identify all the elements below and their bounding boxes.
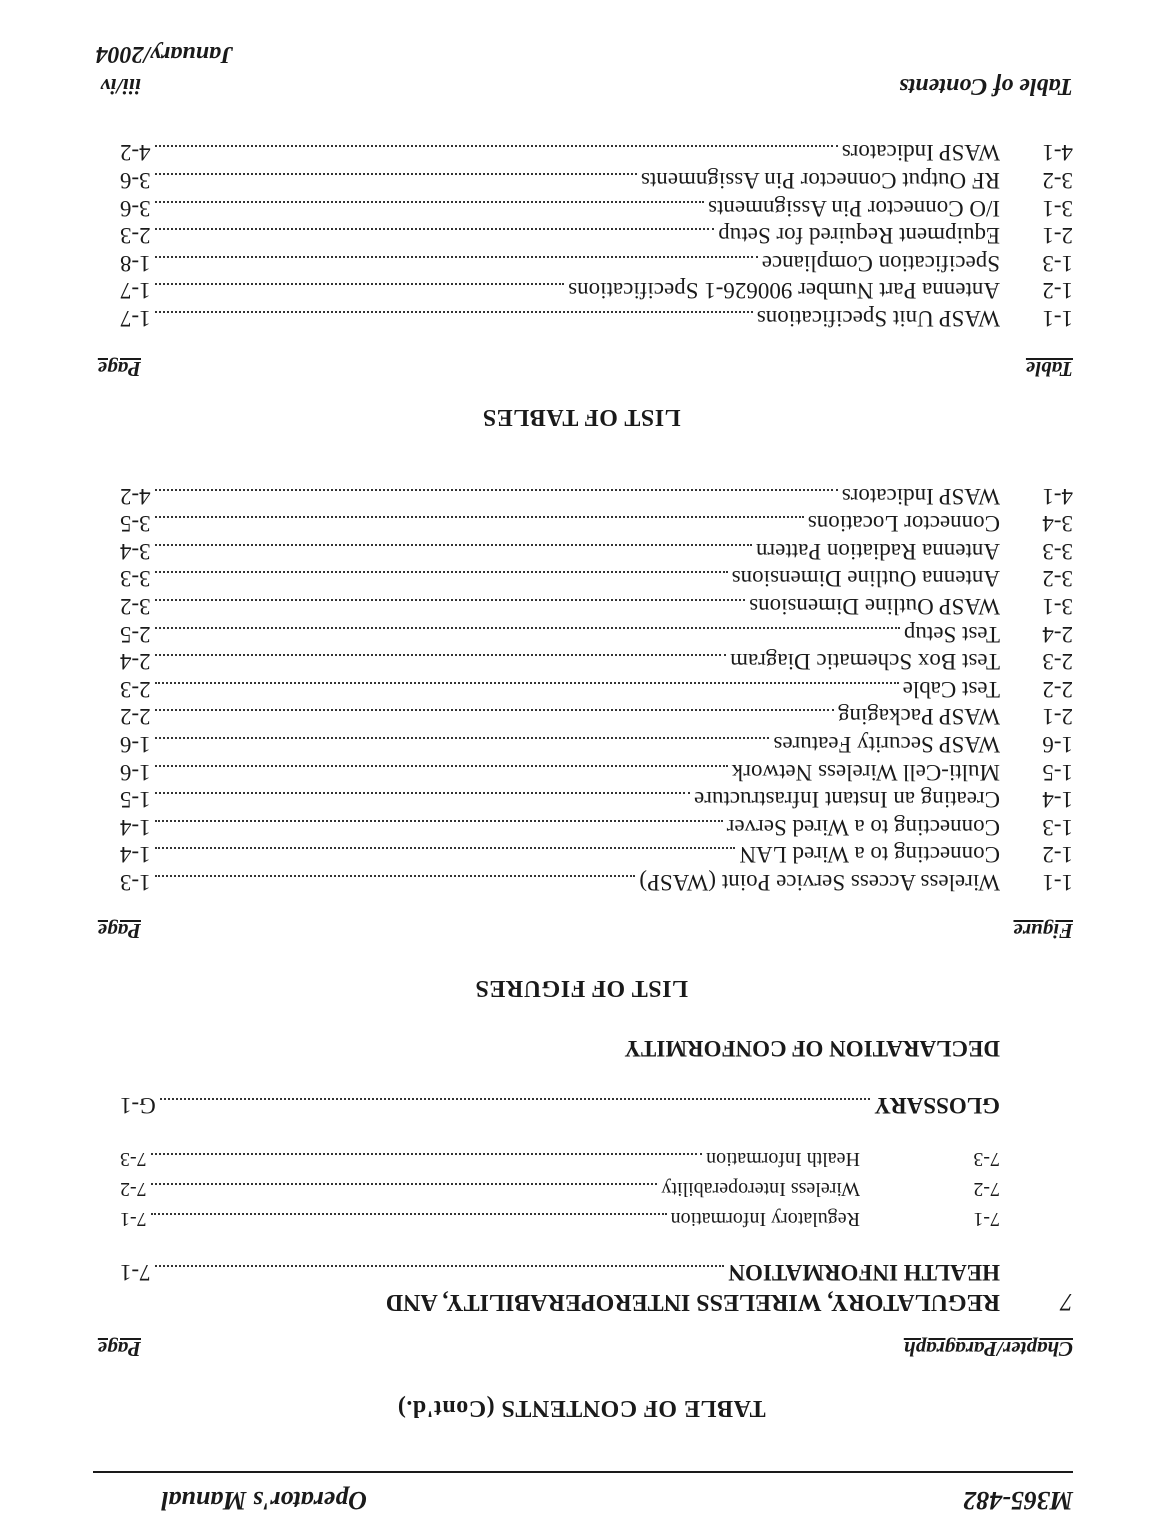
figure-entry[interactable] <box>120 644 1073 674</box>
entry-page: 3-4 <box>120 538 151 564</box>
figure-entry[interactable] <box>120 727 1073 757</box>
paragraph-number: 7-3 <box>973 1148 1000 1170</box>
entry-page: 4-2 <box>120 140 151 166</box>
doc-number: M365-482 <box>963 1486 1073 1515</box>
footer-date: January/2004 <box>95 41 233 67</box>
figure-entry[interactable] <box>120 810 1073 840</box>
leader-dots <box>155 145 838 148</box>
figures-col-page: Page <box>97 919 141 943</box>
entry-title: Antenna Part Number 900626-1 Specifications <box>568 278 1000 304</box>
entry-title: Test Setup <box>903 621 1000 647</box>
entry-number: 2-3 <box>1042 649 1073 675</box>
leader-dots <box>151 1153 702 1156</box>
leader-dots <box>155 792 690 795</box>
entry-title: Connecting to a Wired Server <box>726 814 1000 840</box>
entry-page: 3-5 <box>120 511 151 537</box>
leader-dots <box>155 283 565 286</box>
entry-title: WASP Packaging <box>837 704 1000 730</box>
entry-title: Equipment Required for Setup <box>718 223 1000 249</box>
entry-number: 1-5 <box>1042 759 1073 785</box>
entry-page: 1-3 <box>120 870 151 895</box>
entry-number: 1-3 <box>1042 250 1073 276</box>
table-entry[interactable] <box>120 135 1073 165</box>
entry-title: Antenna Outline Dimensions <box>731 566 1000 592</box>
leader-dots <box>155 544 752 547</box>
table-entry[interactable] <box>120 246 1073 276</box>
leader-dots <box>155 489 838 492</box>
paragraph-entry[interactable] <box>120 1140 1000 1170</box>
entry-title: WASP Indicators <box>841 483 1000 509</box>
leader-dots <box>155 256 758 259</box>
table-entry[interactable] <box>120 273 1073 303</box>
leader-dots <box>155 173 637 176</box>
entry-page: 2-2 <box>120 704 151 730</box>
leader-dots <box>155 516 804 519</box>
figure-entry[interactable] <box>120 755 1073 785</box>
entry-number: 1-6 <box>1042 732 1073 757</box>
entry-number: 3-2 <box>1042 168 1073 193</box>
entry-page: 1-7 <box>120 278 151 304</box>
entry-page: 2-4 <box>120 649 151 675</box>
chapter-entry[interactable] <box>120 1255 1000 1285</box>
entry-title: WASP Unit Specifications <box>756 306 1000 331</box>
figure-entry[interactable] <box>120 534 1073 564</box>
entry-number: 2-4 <box>1042 621 1073 647</box>
leader-dots <box>155 709 834 712</box>
leader-dots <box>155 875 636 878</box>
header-rule <box>93 1471 1073 1473</box>
entry-page: 1-8 <box>120 250 151 276</box>
leader-dots <box>155 654 726 657</box>
figure-entry[interactable] <box>120 506 1073 536</box>
entry-number: 2-1 <box>1042 223 1073 249</box>
entry-page: 1-4 <box>120 842 151 868</box>
entry-title: WASP Indicators <box>841 140 1000 166</box>
entry-title: WASP Security Features <box>773 732 1000 757</box>
figure-entry[interactable] <box>120 561 1073 591</box>
leader-dots <box>155 627 900 630</box>
leader-dots <box>160 1098 870 1101</box>
entry-number: 1-2 <box>1042 278 1073 304</box>
paragraph-entry[interactable] <box>120 1170 1000 1200</box>
leader-dots <box>155 682 899 685</box>
entry-page: 1-7 <box>120 306 151 331</box>
entry-number: 3-1 <box>1042 594 1073 619</box>
footer-page: iii/iv <box>100 74 141 99</box>
figure-entry[interactable] <box>120 782 1073 812</box>
declaration-entry[interactable]: DECLARATION OF CONFORMITY <box>624 1036 1000 1061</box>
entry-number: 1-2 <box>1042 842 1073 868</box>
leader-dots <box>151 1213 667 1216</box>
entry-page: 2-3 <box>120 676 151 702</box>
entry-title: Specification Compliance <box>761 250 1000 276</box>
paragraph-title: Health Information <box>706 1148 860 1170</box>
tables-col-page: Page <box>97 357 141 381</box>
entry-title: Multi-Cell Wireless Network <box>731 759 1000 785</box>
entry-page: 1-4 <box>120 814 151 840</box>
toc-title: TABLE OF CONTENTS (Cont'd.) <box>397 1395 766 1421</box>
entry-page: 1-6 <box>120 759 151 785</box>
entry-number: 2-2 <box>1042 676 1073 702</box>
figure-entry[interactable] <box>120 865 1073 895</box>
entry-page: 2-5 <box>120 621 151 647</box>
entry-title: RF Output Connector Pin Assignments <box>640 168 1000 193</box>
entry-title: Connector Locations <box>807 511 1000 537</box>
table-entry[interactable] <box>120 301 1073 331</box>
figure-entry[interactable] <box>120 479 1073 509</box>
entry-title: Creating an Instant Infrastructure <box>694 787 1000 813</box>
entry-page: 1-5 <box>120 787 151 813</box>
entry-title: Test Cable <box>902 676 1000 702</box>
chapter-title-line2: HEALTH INFORMATION <box>728 1260 1000 1285</box>
figure-entry[interactable] <box>120 699 1073 729</box>
glossary-title: GLOSSARY <box>874 1093 1000 1118</box>
doc-title: Operator's Manual <box>161 1486 367 1515</box>
figure-entry[interactable] <box>120 837 1073 867</box>
entry-page: 4-2 <box>120 483 151 509</box>
paragraph-entry[interactable] <box>120 1200 1000 1230</box>
paragraph-page: 7-2 <box>120 1178 147 1200</box>
glossary-page: G-1 <box>120 1093 156 1118</box>
entry-title: Test Box Schematic Diagram <box>730 649 1000 675</box>
entry-page: 3-2 <box>120 594 151 619</box>
entry-page: 2-3 <box>120 223 151 249</box>
glossary-entry[interactable] <box>120 1088 1000 1118</box>
chapter-number: 7 <box>1060 1288 1073 1315</box>
entry-number: 3-2 <box>1042 566 1073 592</box>
entry-number: 1-1 <box>1042 306 1073 331</box>
entry-title: I/O Connector Pin Assignments <box>708 195 1000 221</box>
paragraph-page: 7-1 <box>120 1208 147 1230</box>
toc-col-chapter: Chapter/Paragraph <box>903 1337 1073 1361</box>
entry-page: 1-6 <box>120 732 151 757</box>
table-entry[interactable] <box>120 218 1073 248</box>
entry-number: 3-1 <box>1042 195 1073 221</box>
figure-entry[interactable] <box>120 589 1073 619</box>
toc-col-page: Page <box>97 1337 141 1361</box>
figures-col-figure: Figure <box>1013 919 1073 943</box>
entry-title: Connecting to a Wired LAN <box>739 842 1000 868</box>
figure-entry[interactable] <box>120 617 1073 647</box>
paragraph-number: 7-1 <box>973 1208 1000 1230</box>
leader-dots <box>155 571 728 574</box>
entry-number: 1-1 <box>1042 870 1073 895</box>
entry-page: 3-3 <box>120 566 151 592</box>
leader-dots <box>151 1183 658 1186</box>
figure-entry[interactable] <box>120 672 1073 702</box>
paragraph-number: 7-2 <box>973 1178 1000 1200</box>
entry-title: Antenna Radiation Pattern <box>756 538 1000 564</box>
leader-dots <box>155 599 745 602</box>
leader-dots <box>155 820 723 823</box>
chapter-title-line1: REGULATORY, WIRELESS INTEROPERABILITY, AND <box>385 1289 1000 1315</box>
figures-title: LIST OF FIGURES <box>475 975 688 1001</box>
entry-title: WASP Outline Dimensions <box>749 594 1000 619</box>
entry-number: 3-3 <box>1042 538 1073 564</box>
table-entry[interactable] <box>120 191 1073 221</box>
entry-page: 3-6 <box>120 195 151 221</box>
leader-dots <box>155 765 728 768</box>
entry-number: 4-1 <box>1042 140 1073 166</box>
entry-title: Wireless Access Service Point (WASP) <box>639 870 1000 895</box>
entry-number: 3-4 <box>1042 511 1073 537</box>
entry-number: 1-4 <box>1042 787 1073 813</box>
footer-section: Table of Contents <box>899 73 1073 99</box>
paragraph-title: Regulatory Information <box>670 1208 860 1230</box>
leader-dots <box>155 311 753 314</box>
tables-col-table: Table <box>1025 357 1073 381</box>
leader-dots <box>155 737 770 740</box>
chapter-page: 7-1 <box>120 1260 151 1285</box>
entry-number: 1-3 <box>1042 814 1073 840</box>
paragraph-title: Wireless Interoperability <box>661 1178 860 1200</box>
tables-title: LIST OF TABLES <box>482 404 681 430</box>
entry-number: 4-1 <box>1042 483 1073 509</box>
leader-dots <box>155 1265 725 1268</box>
paragraph-page: 7-3 <box>120 1148 147 1170</box>
leader-dots <box>155 228 715 231</box>
leader-dots <box>155 201 704 204</box>
leader-dots <box>155 847 736 850</box>
table-entry[interactable] <box>120 163 1073 193</box>
entry-page: 3-6 <box>120 168 151 193</box>
entry-number: 2-1 <box>1042 704 1073 730</box>
